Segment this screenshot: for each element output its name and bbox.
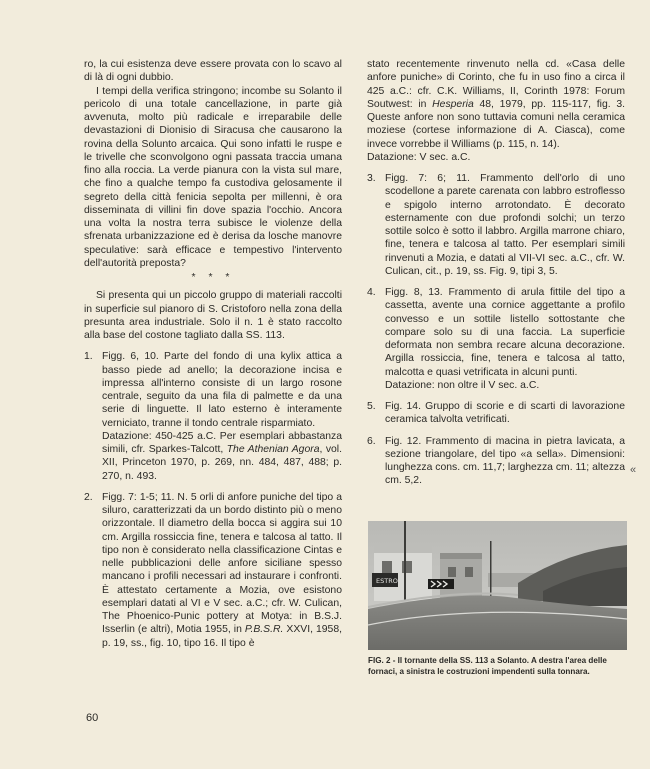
item-number: 5. [367, 401, 376, 412]
catalog-item-4 [367, 286, 625, 392]
paragraph: ro, la cui esistenza deve essere provata con lo scavo al di là di ogni dubbio. [84, 59, 342, 84]
catalog-item-5 [367, 400, 625, 427]
catalog-item-2 [84, 491, 342, 650]
page-number: 60 [86, 712, 99, 724]
item-description: Fig. 14. Gruppo di scorie e di scarti di lavorazione ceramica talvolta vetrificati. [385, 401, 625, 426]
item-description-rest: XXVI, 1958, p. 19, ss., fig. 10, tipo 16. Il tipo è [102, 624, 343, 649]
item-dating: Datazione: 450-425 a.C. Per esemplari abbastanza simili, cfr. Sparkes-Talcott, [102, 430, 342, 455]
margin-mark: « [630, 464, 637, 476]
road-bend-photo [368, 521, 627, 650]
left-column [84, 58, 342, 650]
intro-paragraph: Si presenta qui un piccolo gruppo di materiali raccolti in superficie sul pianoro di S. Cristoforo nella zona della presunta area industriale. Solo il n. 1 è stato raccolto alla base del costone tagliato dalla SS. 113. [84, 290, 342, 341]
paragraph: I tempi della verifica stringono; incombe su Solanto il pericolo di una totale cancellazione, in parte già avvenuta, molto più radicale e irreparabile delle devastazioni di Dionisio di Siracusa che causarono la rovina della Solunto arcaica. Qui sono infatti le ruspe e le trivelle che sconvolgono ogni passata traccia umana fino alla roccia. La verde pianura con la vista sul mare, che fino a qualche tempo fa custodiva gelosamente il segreto della città fenicia sepolta per millenni, è ora disseminata di villini fin dove spazia l'occhio. Ancora una volta la nostra terra subisce le violenze della sfrenata urbanizzazione ed è derisa da losche manovre speculative: sarà efficace e tempestivo l'intervento dell'autorità preposta? [84, 85, 342, 269]
right-column [367, 58, 625, 488]
catalog-item-3 [367, 172, 625, 278]
item-description: Fig. 12. Frammento di macina in pietra lavicata, a sezione triangolare, del tipo «a sella». Dimensioni: lunghezza cons. cm. 11,7; larghezza cm. 11; altezza cm. 5,2. [385, 435, 625, 487]
catalog-item-1 [84, 350, 342, 483]
item-dating: Datazione: non oltre il V sec. a.C. [385, 379, 540, 391]
item-description-title: P.B.S.R. [244, 624, 284, 636]
item-description: Figg. 7: 1-5; 11. N. 5 orli di anfore puniche del tipo a siluro, caratterizzati da un bordo distinto più o meno orizzontale. Il diametro della bocca si aggira sui 10 cm. Argilla rossiccia fine, tenera e talcosa al tatto. Il tipo non è considerato nella classificazione Cintas e nelle pubblicazioni delle anfore siciliane spesso mancano i profili necessari ad instaurare i confronti. È attestato certamente a Mozia, ove esistono esemplari datati al VI e V sec. a.C.; cfr. W. Culican, The Phoenico-Punic pottery at Motya: in B.S.J. Isserlin (e altri), Motia 1955, in [102, 491, 342, 636]
continuation-text: stato recentemente rinvenuto nella cd. «Casa delle anfore puniche» di Corinto, che fu in uso fino a circa il 425 a.C.: cfr. C.K. Williams, II, Corinth 1978: Forum Soutwest: in [367, 59, 625, 110]
item-description: Figg. 7: 6; 11. Frammento dell'orlo di uno scodellone a parete carenata con labbro estroflesso e spigolo interno arrotondato. È decorato esternamente con due profondi solchi; un terzo sottile solco è sotto il labbro. Argilla marrone chiaro, fine, tenera e talcosa al tatto. Per esemplari simili rinvenuti a Mozia, e datati al VII-VI sec. a.C., cfr. W. Culican, cit., p. 19, ss. Fig. 9, tipi 3, 5. [385, 173, 625, 277]
item-number: 2. [84, 491, 93, 503]
item-number: 1. [84, 351, 93, 363]
figure-caption: FIG. 2 - Il tornante della SS. 113 a Solanto. A destra l'area delle fornaci, a sinistra le costruzioni impendenti sulla tonnara. [368, 656, 607, 676]
figure-photo [368, 521, 627, 650]
item-dating-rest: , vol. XII, Princeton 1970, p. 269, nn. 484, 487, 488; p. 270, n. 493. [102, 444, 342, 482]
item-description: Figg. 8, 13. Frammento di arula fittile del tipo a cassetta, avente una cornice aggettante a profilo convesso e un sottile listello sottostante che compare solo su di una faccia. La superficie deformata non sembra recare alcuna decorazione. Argilla rossiccia, fine, tenera e talcosa al tatto, malcotta e quasi vetrificata in alcuni punti. [385, 287, 625, 378]
catalog-list [367, 172, 625, 488]
continuation-paragraph [367, 58, 625, 151]
section-separator: * * * [191, 272, 235, 283]
sign-text: ESTRO [376, 577, 398, 585]
item-description: Figg. 6, 10. Parte del fondo di una kylix attica a basso piede ad anello; la decorazione incisa e impressa all'interno consiste di un largo rosone centrale, seguito da una fila di palmette e da una serie di linguette. Il lato esterno è interamente verniciato, tranne il tondo centrale risparmiato. [102, 351, 342, 429]
continuation-journal: Hesperia [432, 98, 474, 110]
item-number: 6. [367, 435, 376, 447]
item-dating-title: The Athenian Agora [226, 444, 320, 455]
continuation-dating: Datazione: V sec. a.C. [367, 151, 471, 163]
catalog-list [84, 350, 342, 650]
item-number: 3. [367, 173, 376, 184]
continuation-text-rest: 48, 1979, pp. 115-117, fig. 3. Queste anfore non sono tuttavia comuni nella ceramica moziese (cortese informazione di A. Ciasca), come invece vorrebbe il Williams (p. 115, n. 14). [367, 98, 625, 150]
catalog-item-6 [367, 435, 625, 488]
item-number: 4. [367, 287, 376, 298]
